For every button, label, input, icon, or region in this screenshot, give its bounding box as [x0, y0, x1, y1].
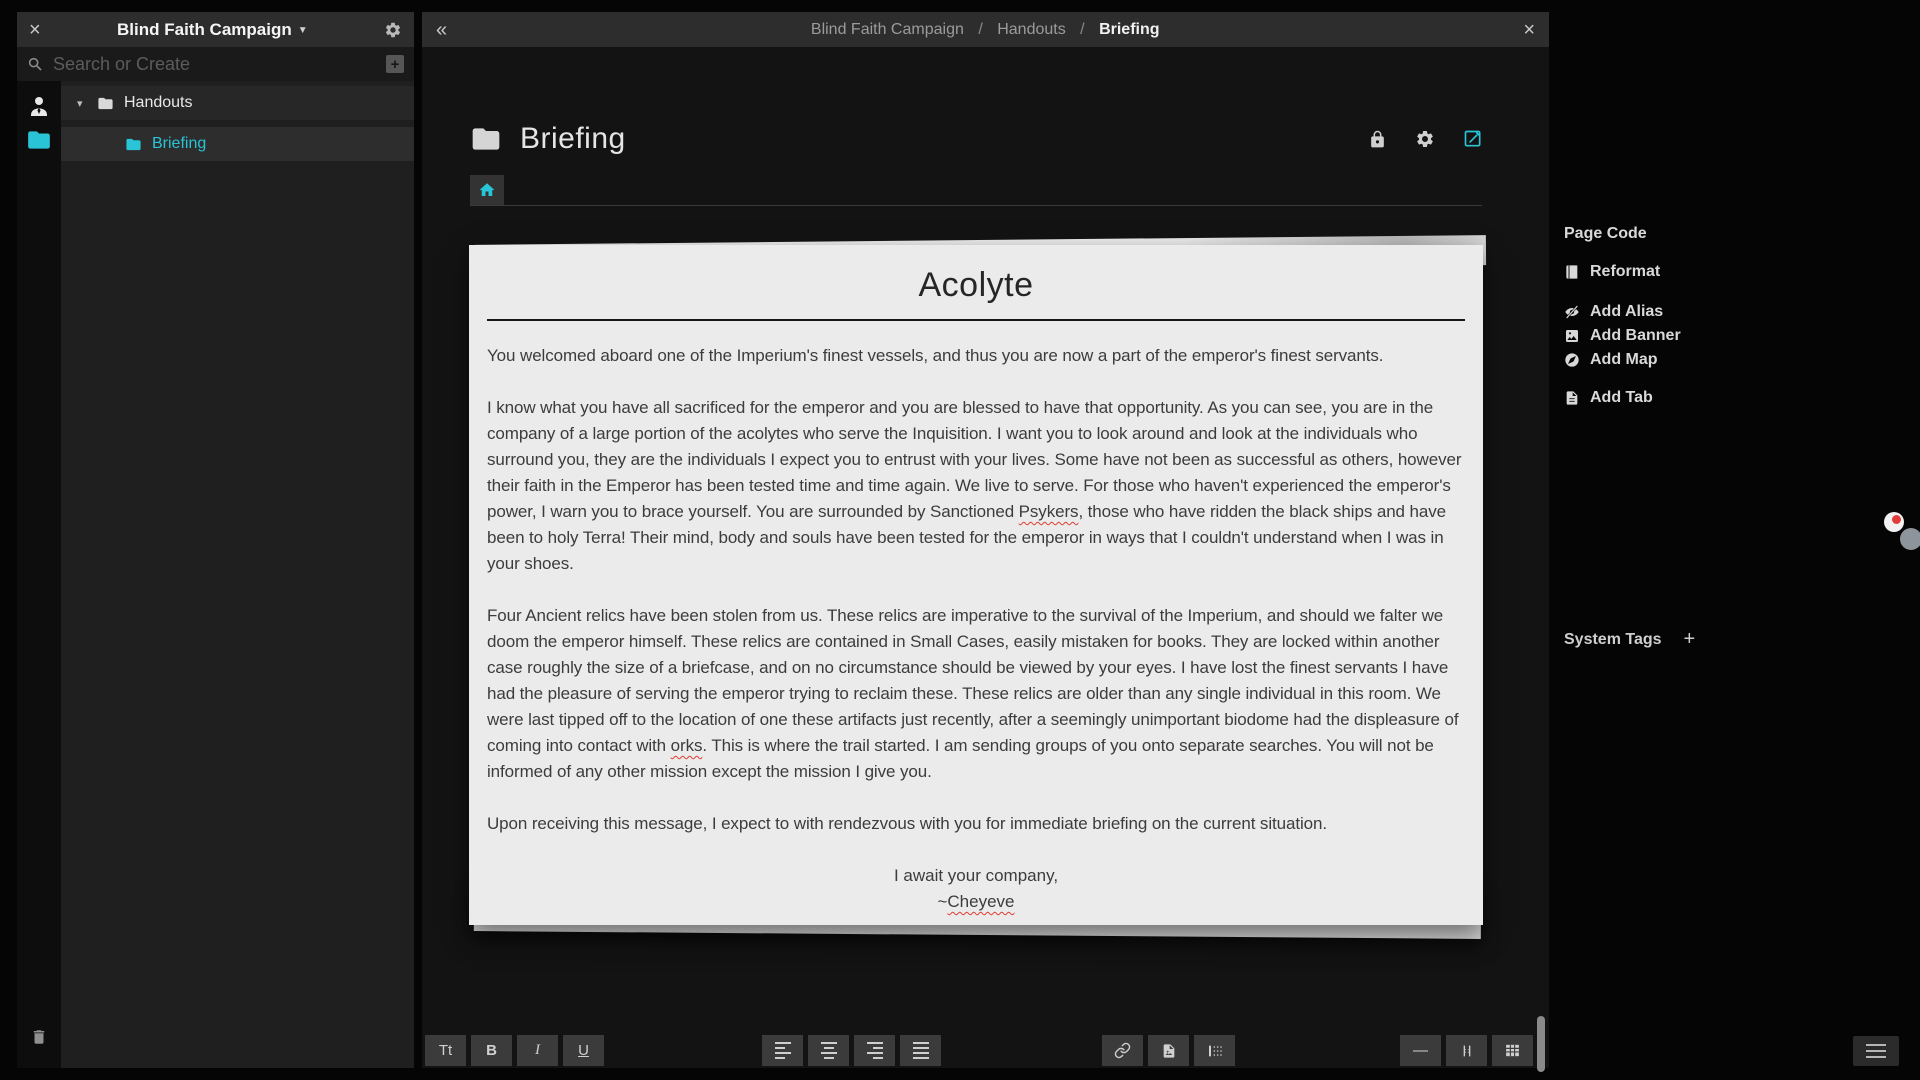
add-alias-button[interactable]: [1564, 300, 1804, 324]
reformat-button[interactable]: [1564, 260, 1804, 284]
floating-widget-badge[interactable]: [1884, 512, 1920, 556]
add-banner-label: Add Banner: [1590, 327, 1681, 344]
align-left-button[interactable]: [762, 1035, 803, 1066]
align-left-icon: [775, 1042, 791, 1059]
text-segment: Four Ancient relics have been stolen from us. These relics are imperative to the survival of the Imperium, and should we falter we doom the emperor himself. These relics are contained in Small Cases, easily mistaken for books. They are locked within another case roughly the size of a briefcase, and on no circumstance should be viewed by your eyes. I have lost the finest servants I have had the pleasure of serving the emperor trying to reclaim these. These relics are older than any single individual in this room. We were last tipped off to the location of one these artifacts just recently, after a seemingly unimportant biodome had the displeasure of coming into contact with: [487, 606, 1459, 755]
main-header: [422, 12, 1549, 47]
document-signature: [487, 889, 1465, 915]
document-title: Acolyte: [918, 266, 1034, 304]
tab-home[interactable]: [470, 175, 504, 205]
page-settings-gear-icon[interactable]: [1415, 129, 1435, 149]
document-title-rule: [487, 319, 1465, 321]
tab-strip: [470, 175, 1482, 206]
align-justify-button[interactable]: [900, 1035, 941, 1066]
search-bar: [17, 47, 414, 81]
font-size-button[interactable]: Tt: [425, 1035, 466, 1066]
insert-image-button[interactable]: [1148, 1035, 1189, 1066]
text-segment: I know what you have all sacrificed for the emperor and you are blessed to have that opportunity. As you can see, you are in the company of a large portion of the acolytes who serve the Inquisition. I want you to look around and look at the individuals who surround you, they are the individuals I expect you to entrust with your lives. Some have not been as successful as others, however their faith in the Emperor has been tested time and time again. We live to serve. For those who haven't experienced the emperor's power, I warn you to brace yourself. You are surrounded by Sanctioned: [487, 398, 1462, 521]
align-justify-icon: [913, 1042, 929, 1059]
page-actions: [1368, 129, 1483, 149]
add-tab-label: Add Tab: [1590, 389, 1653, 406]
home-icon: [478, 181, 496, 199]
align-center-icon: [821, 1042, 837, 1059]
breadcrumb-separator: /: [978, 20, 983, 38]
system-tags-label: System Tags: [1564, 630, 1662, 648]
collapse-sidebar-icon[interactable]: «: [436, 18, 448, 41]
edit-page-icon[interactable]: [1463, 129, 1483, 149]
insert-table-button[interactable]: [1492, 1035, 1533, 1066]
characters-icon[interactable]: [22, 89, 56, 123]
add-map-label: Add Map: [1590, 351, 1658, 368]
align-right-button[interactable]: [854, 1035, 895, 1066]
text-segment: You welcomed aboard one of the Imperium's finest vessels, and thus you are now a part of the emperor's finest servants.: [487, 346, 1384, 365]
page-code-label: Page Code: [1564, 225, 1647, 242]
tree-item-handouts[interactable]: [61, 86, 414, 120]
page-close-button[interactable]: ×: [1523, 18, 1535, 41]
sidebar-header: [17, 12, 414, 47]
grid-dots-icon: [1207, 1043, 1223, 1059]
campaign-title: Blind Faith Campaign: [117, 19, 292, 39]
left-rail: [17, 81, 61, 1068]
italic-button[interactable]: I: [517, 1035, 558, 1066]
quick-add-button[interactable]: +: [386, 55, 404, 73]
text-segment: Upon receiving this message, I expect to with rendezvous with you for immediate briefing on the current situation.: [487, 814, 1327, 833]
add-banner-button[interactable]: [1564, 324, 1804, 348]
campaign-switcher[interactable]: [41, 20, 384, 40]
trash-icon[interactable]: [22, 1020, 56, 1054]
underline-button[interactable]: U: [563, 1035, 604, 1066]
scrollbar-thumb[interactable]: [1537, 1016, 1545, 1072]
sidebar-close-button[interactable]: ×: [29, 18, 41, 41]
columns-icon: [1459, 1043, 1475, 1059]
add-map-button[interactable]: [1564, 348, 1804, 372]
tree-item-label: Briefing: [152, 135, 207, 152]
add-system-tag-button[interactable]: +: [1683, 628, 1696, 650]
eye-slash-icon: [1564, 304, 1580, 320]
page-folder-icon: [470, 123, 502, 155]
bold-button[interactable]: B: [471, 1035, 512, 1066]
toolbar-text-style-group: [425, 1035, 604, 1066]
reformat-label: Reformat: [1590, 263, 1661, 280]
lock-icon[interactable]: [1368, 130, 1387, 149]
document-paragraph: [487, 603, 1465, 785]
link-icon: [1114, 1042, 1131, 1059]
tree-item-label: Handouts: [124, 94, 193, 111]
chevron-down-icon: ▼: [297, 24, 308, 36]
menu-hamburger-icon[interactable]: [1853, 1036, 1899, 1066]
folder-icon: [125, 136, 142, 153]
add-tab-button[interactable]: [1564, 386, 1804, 410]
insert-horizontal-rule-button[interactable]: —: [1400, 1035, 1441, 1066]
image-file-icon: [1161, 1043, 1177, 1059]
document-paragraph: [487, 395, 1465, 577]
insert-columns-button[interactable]: [1446, 1035, 1487, 1066]
align-center-button[interactable]: [808, 1035, 849, 1066]
search-input[interactable]: [53, 54, 386, 75]
breadcrumb-item-current: Briefing: [1099, 20, 1160, 38]
document-body: [487, 343, 1465, 837]
file-icon: [1564, 390, 1580, 406]
page-title: Briefing: [520, 122, 626, 155]
toolbar-align-group: [762, 1035, 941, 1066]
toolbar-block-group: [1400, 1035, 1533, 1066]
system-tags-row: [1564, 628, 1695, 651]
right-tools-panel: [1564, 222, 1804, 410]
folder-icon: [97, 95, 114, 112]
insert-grid-button[interactable]: [1194, 1035, 1235, 1066]
widget-circle-icon: [1900, 528, 1920, 550]
breadcrumb-item-handouts[interactable]: Handouts: [997, 20, 1066, 38]
breadcrumb-separator: /: [1080, 20, 1085, 38]
document-closing-line: I await your company,: [893, 866, 1059, 885]
handouts-tree: [61, 81, 414, 1068]
insert-link-button[interactable]: [1102, 1035, 1143, 1066]
document-paragraph: [487, 343, 1465, 369]
table-icon: [1504, 1042, 1521, 1059]
text-segment: , those who have ridden the black ships and have been to holy Terra! Their mind, body and souls have been tested for the emperor in ways that I couldn't understand when I was in your shoes.: [487, 502, 1446, 573]
align-right-icon: [867, 1042, 883, 1059]
misspelled-word: Cheyeve: [947, 892, 1015, 911]
breadcrumb: [447, 21, 1523, 39]
notification-dot-icon: [1884, 512, 1904, 532]
page-code-button[interactable]: [1564, 222, 1804, 246]
document-sheet-stack: [469, 245, 1483, 925]
book-icon: [1564, 264, 1580, 280]
misspelled-word: orks: [670, 736, 703, 755]
misspelled-word: Psykers: [1018, 502, 1079, 521]
add-alias-label: Add Alias: [1590, 303, 1664, 320]
text-segment: . This is where the trail started. I am sending groups of you onto separate searches. You will not be informed of any other mission except the mission I give you.: [487, 736, 1434, 781]
files-folder-icon[interactable]: [22, 123, 56, 157]
toolbar-insert-group: [1102, 1035, 1235, 1066]
search-icon: [27, 56, 43, 72]
tree-item-briefing[interactable]: [61, 127, 414, 161]
signature-prefix: ~: [937, 892, 948, 911]
document-page[interactable]: [469, 245, 1483, 925]
caret-down-icon[interactable]: ▾: [77, 97, 83, 110]
document-paragraph: [487, 811, 1465, 837]
banner-image-icon: [1564, 328, 1580, 344]
page-title-row: [470, 115, 1483, 163]
main-panel: [422, 47, 1549, 1068]
breadcrumb-item-campaign[interactable]: Blind Faith Campaign: [810, 20, 964, 38]
campaign-settings-gear-icon[interactable]: [384, 21, 402, 39]
compass-icon: [1564, 352, 1580, 368]
